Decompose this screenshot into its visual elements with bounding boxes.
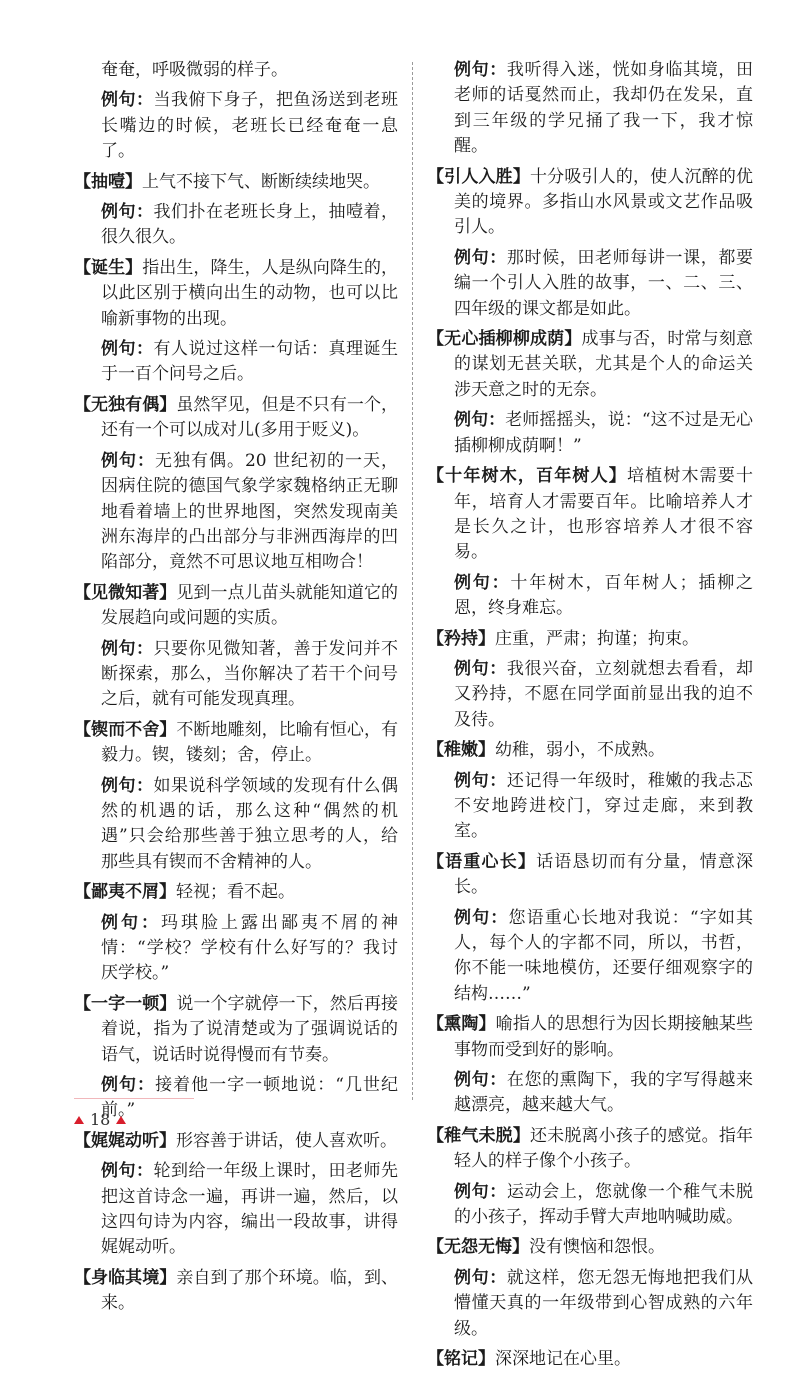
vocab-entry — [427, 327, 753, 403]
vocab-definition: 喻指人的思想行为因长期接触某些事物而受到好的影响。 — [454, 1014, 754, 1060]
example-sentence: 例句：您语重心长地对我说：“字如其人，每个人的字都不同，所以，书哲，你不能一味地模仿，还要仔细观察字的结构……” — [454, 907, 753, 1004]
example-label: 例句： — [101, 638, 154, 659]
continued-definition: 奄奄，呼吸微弱的样子。 — [101, 60, 288, 80]
vocab-term: 【锲而不舍】 — [74, 719, 177, 740]
left-column — [74, 58, 398, 1322]
vocab-term: 【矜持】 — [427, 628, 495, 649]
vocab-definition: 还未脱离小孩子的感觉。指年轻人的样子像个小孩子。 — [454, 1125, 753, 1172]
vocab-term: 【身临其境】 — [74, 1267, 177, 1288]
vocab-entry — [74, 256, 398, 332]
right-entries — [427, 165, 753, 1373]
example-sentence: 例句：还记得一年级时，稚嫩的我忐忑不安地跨进校门，穿过走廊，来到教室。 — [454, 770, 753, 842]
example-label: 例句： — [454, 1070, 507, 1091]
example-sentence: 例句：我听得入迷，恍如身临其境，田老师的话戛然而止，我却仍在发呆，直到三年级的学兄捅了我一下，我才惊醒。 — [454, 60, 753, 157]
vocab-term: 【娓娓动听】 — [74, 1130, 176, 1151]
vocab-entry — [427, 627, 753, 652]
example-label: 例句： — [454, 1181, 507, 1202]
vocab-term: 【无独有偶】 — [74, 394, 177, 415]
vocab-entry — [74, 170, 398, 195]
vocab-term: 【熏陶】 — [427, 1014, 496, 1035]
column-divider — [412, 62, 413, 1100]
example-label: 例句： — [454, 60, 507, 80]
example-sentence: 例句：接着他一字一顿地说：“几世纪前。” — [101, 1075, 398, 1121]
vocab-definition: 成事与否，时常与刻意的谋划无甚关联，尤其是个人的命运关涉天意之时的无奈。 — [454, 329, 753, 400]
vocab-definition: 上气不接下气、断断续续地哭。 — [142, 171, 380, 192]
vocab-term: 【诞生】 — [74, 257, 143, 278]
example-sentence: 例句：轮到给一年级上课时，田老师先把这首诗念一遍，再讲一遍，然后，以这四句诗为内容，编出一段故事，讲得娓娓动听。 — [101, 1161, 398, 1258]
example-sentence: 例句：无独有偶。20 世纪初的一天，因病住院的德国气象学家魏格纳正无聊地看着墙上的世界地图，突然发现南美洲东海岸的凸出部分与非洲西海岸的凹陷部分，竟然不可思议地互相吻合！ — [101, 450, 398, 573]
vocab-entry — [74, 393, 398, 444]
example-sentence: 例句：我们扑在老班长身上，抽噎着，很久很久。 — [101, 202, 398, 248]
vocab-term: 【鄙夷不屑】 — [74, 882, 176, 903]
vocab-term: 【无心插柳柳成荫】 — [427, 329, 582, 350]
example-label: 例句： — [454, 247, 507, 268]
vocab-definition: 培植树木需要十年，培育人才需要百年。比喻培养人才是长久之计，也形容培养人才很不容易。 — [454, 466, 754, 563]
triangle-icon — [116, 1116, 126, 1124]
example-sentence: 例句：如果说科学领域的发现有什么偶然的机遇的话，那么这种“偶然的机遇”只会给那些善于独立思考的人，给那些具有锲而不舍精神的人。 — [101, 775, 398, 872]
vocab-entry — [74, 581, 398, 632]
example-label: 例句： — [454, 410, 506, 431]
left-entries — [74, 170, 398, 1317]
example-label: 例句： — [101, 90, 154, 111]
vocab-definition: 不断地雕刻，比喻有恒心，有毅力。锲，镂刻；舍，停止。 — [101, 719, 399, 766]
vocab-definition: 庄重，严肃；拘谨；拘束。 — [495, 628, 699, 649]
vocab-definition: 虽然罕见，但是不只有一个，还有一个可以成对儿(多用于贬义)。 — [101, 394, 399, 441]
vocab-entry — [74, 1266, 398, 1317]
vocab-term: 【一字一顿】 — [74, 993, 177, 1014]
right-column — [427, 58, 753, 1378]
vocab-definition: 没有懊恼和怨恨。 — [529, 1237, 665, 1258]
example-label: 例句： — [101, 912, 161, 933]
vocab-definition: 见到一点儿苗头就能知道它的发展趋向或问题的实质。 — [101, 582, 399, 629]
vocab-entry — [427, 464, 753, 566]
example-sentence: 例句：老师摇摇头，说：“这不过是无心插柳柳成荫啊！” — [454, 410, 753, 456]
example-sentence: 例句：在您的熏陶下，我的字写得越来越漂亮，越来越大气。 — [454, 1070, 753, 1116]
vocab-term: 【语重心长】 — [427, 851, 537, 872]
footer-rule — [74, 1098, 194, 1099]
vocab-term: 【抽噎】 — [74, 171, 142, 192]
vocab-entry — [427, 1347, 753, 1372]
vocab-term: 【稚嫩】 — [427, 740, 495, 761]
vocab-term: 【见微知著】 — [74, 582, 177, 603]
vocab-definition: 轻视；看不起。 — [176, 882, 295, 903]
example-sentence: 例句：有人说过这样一句话：真理诞生于一百个问号之后。 — [101, 339, 398, 385]
example-sentence: 例句：只要你见微知著，善于发问并不断探索，那么，当你解决了若干个问号之后，就有可能发现真理。 — [101, 638, 398, 710]
vocab-term: 【铭记】 — [427, 1349, 495, 1370]
vocab-definition: 指出生，降生，人是纵向降生的，以此区别于横向出生的动物，也可以比喻新事物的出现。 — [101, 257, 399, 329]
vocab-entry — [427, 165, 753, 241]
vocab-definition: 深深地记在心里。 — [495, 1349, 631, 1370]
vocab-definition: 形容善于讲话，使人喜欢听。 — [176, 1130, 397, 1151]
vocab-term: 【无怨无悔】 — [427, 1237, 529, 1258]
vocab-term: 【稚气未脱】 — [427, 1125, 530, 1146]
example-label: 例句： — [101, 1161, 154, 1182]
example-label: 例句： — [101, 202, 154, 223]
vocab-entry — [427, 850, 753, 901]
vocab-entry — [74, 718, 398, 769]
example-sentence: 例句：玛琪脸上露出鄙夷不屑的神情：“学校？学校有什么好写的？我讨厌学校。” — [101, 912, 398, 984]
triangle-icon — [74, 1116, 84, 1124]
example-sentence: 例句：运动会上，您就像一个稚气未脱的小孩子，挥动手臂大声地呐喊助威。 — [454, 1181, 753, 1228]
example-label: 例句： — [454, 770, 507, 791]
example-label: 例句： — [454, 658, 507, 679]
example-sentence: 例句：就这样，您无怨无悔地把我们从懵懂天真的一年级带到心智成熟的六年级。 — [454, 1267, 753, 1339]
vocab-entry — [74, 880, 398, 905]
vocab-definition: 十分吸引人的，使人沉醉的优美的境界。多指山水风景或文艺作品吸引人。 — [454, 166, 753, 238]
vocab-definition: 说一个字就停一下，然后再接着说，指为了说清楚或为了强调说话的语气，说话时说得慢而有节奏。 — [101, 993, 399, 1065]
example-label: 例句： — [101, 775, 154, 796]
example-sentence: 例句：当我俯下身子，把鱼汤送到老班长嘴边的时候，老班长已经奄奄一息了。 — [101, 90, 398, 162]
vocab-entry — [427, 1235, 753, 1260]
example-label: 例句： — [454, 572, 511, 593]
example-label: 例句： — [101, 450, 155, 471]
example-label: 例句： — [101, 339, 154, 360]
example-label: 例句： — [101, 1075, 156, 1096]
page-footer — [74, 1110, 126, 1129]
example-label: 例句： — [454, 907, 509, 928]
vocab-term: 【引人入胜】 — [427, 166, 530, 187]
vocab-entry — [427, 1012, 753, 1063]
vocab-definition: 亲自到了那个环境。临，到、来。 — [101, 1267, 399, 1314]
example-sentence: 例句：我很兴奋，立刻就想去看看，却又矜持，不愿在同学面前显出我的迫不及待。 — [454, 658, 753, 730]
vocab-entry — [74, 1129, 398, 1154]
vocab-entry — [74, 992, 398, 1068]
example-label: 例句： — [454, 1267, 507, 1288]
vocab-entry — [427, 738, 753, 763]
vocab-term: 【十年树木，百年树人】 — [427, 466, 627, 487]
example-sentence: 例句：那时候，田老师每讲一课，都要编一个引人入胜的故事，一、二、三、四年级的课文都是如此。 — [454, 247, 753, 319]
vocab-definition: 话语恳切而有分量，情意深长。 — [454, 851, 754, 898]
vocab-entry — [427, 1124, 753, 1175]
example-sentence: 例句：十年树木，百年树人；插柳之恩，终身难忘。 — [454, 572, 754, 619]
vocab-definition: 幼稚，弱小，不成熟。 — [495, 740, 665, 761]
page-number: 18 — [90, 1110, 111, 1129]
